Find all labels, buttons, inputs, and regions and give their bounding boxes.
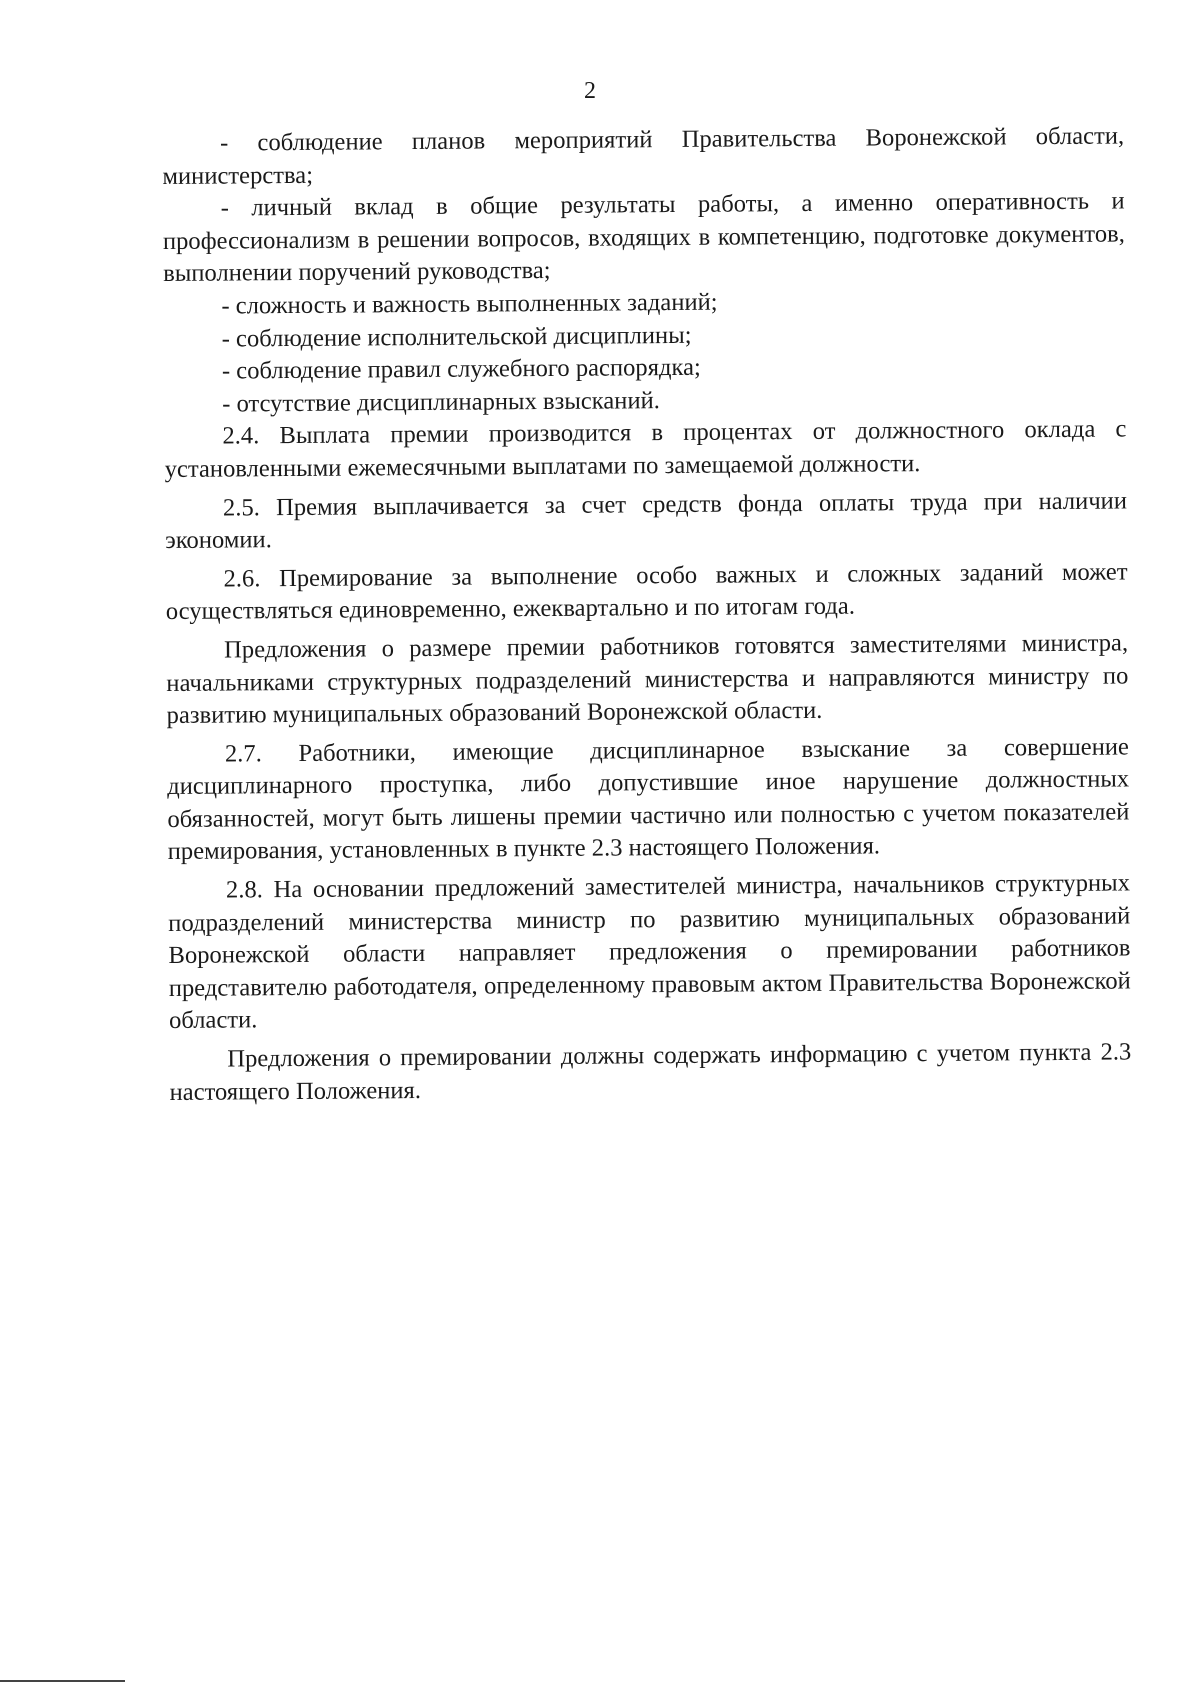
paragraph-7: 2.4. Выплата премии производится в процентах от должностного оклада с установленными ежемесячными выплатами по замещаемой должности.	[164, 415, 1127, 483]
paragraph-8: 2.5. Премия выплачивается за счет средств фонда оплаты труда при наличии экономии.	[165, 486, 1128, 555]
paragraph-6: - отсутствие дисциплинарных взысканий.	[222, 386, 660, 418]
paragraph-11: 2.7. Работники, имеющие дисциплинарное взыскание за совершение дисциплинарного проступка, либо допустившие иное нарушение должностных обязанностей, могут быть лишены премии частично или полностью с учетом показателей премирования, установленных в пункте 2.3 настоящего Положения.	[167, 733, 1130, 866]
paragraph-4: - соблюдение исполнительской дисциплины;	[221, 321, 692, 353]
document-body	[162, 120, 1132, 1109]
paragraph-1: - соблюдение планов мероприятий Правительства Воронежской области, министерства;	[162, 122, 1125, 190]
scan-edge-line	[0, 1680, 125, 1682]
paragraph-10: Предложения о размере премии работников готовятся заместителями министра, начальниками структурных подразделений министерства и направляются министру по развитию муниципальных образований Воронежской области.	[166, 629, 1129, 730]
paragraph-13: Предложения о премировании должны содержать информацию с учетом пункта 2.3 настоящего Положения.	[169, 1038, 1132, 1106]
page-number: 2	[584, 78, 596, 104]
paragraph-5: - соблюдение правил служебного распорядка;	[221, 353, 701, 385]
paragraph-9: 2.6. Премирование за выполнение особо важных и сложных заданий может осуществляться единовременно, ежеквартально и по итогам года.	[165, 558, 1128, 626]
paragraph-2: - личный вклад в общие результаты работы, а именно оперативность и профессионализм в решении вопросов, входящих в компетенцию, подготовке документов, выполнении поручений руководства;	[162, 187, 1125, 288]
paragraph-12: 2.8. На основании предложений заместителей министра, начальников структурных подразделений министерства министр по развитию муниципальных образований Воронежской области направляет предложения о премировании работников представителю работодателя, определенному правовым актом Правительства Воронежской области.	[168, 869, 1131, 1035]
paragraph-3: - сложность и важность выполненных заданий;	[221, 288, 718, 320]
